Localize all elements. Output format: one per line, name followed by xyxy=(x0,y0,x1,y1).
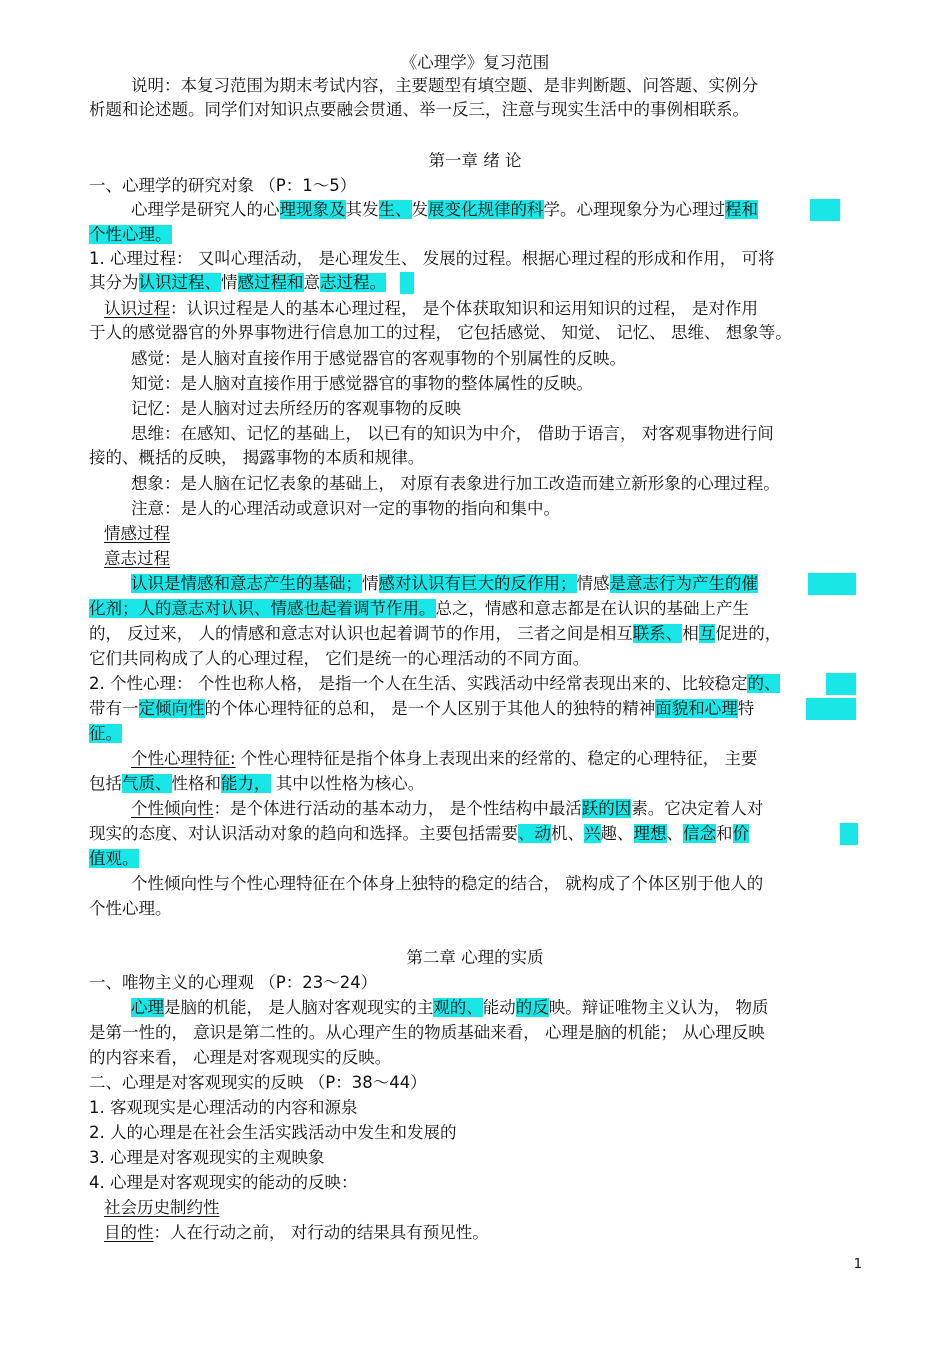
personality-trait-term: 个性心理特征: xyxy=(131,749,236,768)
social-history-term: 社会历史制约性 xyxy=(104,1198,220,1217)
chapter-1-title: 第一章 绪 论 xyxy=(428,151,522,170)
highlight-mark xyxy=(400,272,414,294)
page-number: 1 xyxy=(853,1257,862,1272)
mental-process-line-2: 其分为认识过程、情感过程和意志过程。 xyxy=(89,273,386,292)
reflection-item-1: 1. 客观现实是心理活动的内容和源泉 xyxy=(89,1098,358,1117)
cognitive-process-term: 认识过程 xyxy=(104,299,170,318)
materialist-view-line-2: 是第一性的， 意识是第二性的。从心理产生的物质基础来看， 心理是脑的机能； 从心理反映 xyxy=(89,1023,765,1042)
highlight-mark xyxy=(806,698,856,720)
reflection-item-4: 4. 心理是对客观现实的能动的反映： xyxy=(89,1173,358,1192)
materialist-view-line-3: 的内容来看， 心理是对客观现实的反映。 xyxy=(89,1048,392,1067)
personality-tendency-term: 个性倾向性 xyxy=(131,799,214,818)
memory-definition: 记忆：是人脑对过去所经历的客观事物的反映 xyxy=(131,399,461,418)
will-process-term: 意志过程 xyxy=(104,549,170,568)
purposiveness-line: 目的性：人在行动之前， 对行动的结果具有预见性。 xyxy=(104,1223,489,1242)
personality-trait-line-1: 个性心理特征: 个性心理特征是指个体身上表现出来的经常的、稳定的心理特征， 主要 xyxy=(131,749,758,768)
cognitive-process-line-1: 认识过程：认识过程是人的基本心理过程， 是个体获取知识和运用知识的过程， 是对作用 xyxy=(104,299,758,318)
attention-definition: 注意：是人的心理活动或意识对一定的事物的指向和集中。 xyxy=(131,499,560,518)
intro-line-1: 说明：本复习范围为期末考试内容，主要题型有填空题、是非判断题、问答题、实例分 xyxy=(131,76,758,95)
psychology-definition-line-2: 个性心理。 xyxy=(89,225,172,244)
highlight-mark xyxy=(810,199,840,221)
reflection-item-3: 3. 心理是对客观现实的主观映象 xyxy=(89,1148,325,1167)
thinking-definition-line-1: 思维：在感知、记忆的基础上， 以已有的知识为中介， 借助于语言， 对客观事物进行间 xyxy=(131,424,774,443)
psychology-definition-line-1: 心理学是研究人的心理现象及其发生、发展变化规律的科学。心理现象分为心理过程和 xyxy=(131,200,758,219)
personality-line-3: 征。 xyxy=(89,724,122,743)
personality-tendency-line-3: 值观。 xyxy=(89,849,139,868)
sensation-definition: 感觉：是人脑对直接作用于感觉器官的客观事物的个别属性的反映。 xyxy=(131,349,626,368)
cognitive-process-line-2: 于人的感觉器官的外界事物进行信息加工的过程， 它包括感觉、 知觉、 记忆、 思维、 想象等。 xyxy=(89,323,792,342)
personality-combination-line-1: 个性倾向性与个性心理特征在个体身上独特的稳定的结合， 就构成了个体区别于他人的 xyxy=(131,874,764,893)
reflection-item-2: 2. 人的心理是在社会生活实践活动中发生和发展的 xyxy=(89,1123,457,1142)
process-relationship-line-1: 认识是情感和意志产生的基础；情感对认识有巨大的反作用；情感是意志行为产生的催 xyxy=(131,574,758,593)
thinking-definition-line-2: 接的、概括的反映， 揭露事物的本质和规律。 xyxy=(89,448,425,467)
document-title: 《心理学》复习范围 xyxy=(400,53,550,72)
chapter-2-title: 第二章 心理的实质 xyxy=(406,948,544,967)
mental-process-line-1: 1. 心理过程： 又叫心理活动， 是心理发生、 发展的过程。根据心理过程的形成和作用， 可将 xyxy=(89,249,775,268)
highlight-mark xyxy=(826,673,856,695)
personality-line-1: 2. 个性心理： 个性也称人格， 是指一个人在生活、实践活动中经常表现出来的、比较稳定的、 xyxy=(89,674,781,693)
highlight-mark xyxy=(808,573,856,595)
perception-definition: 知觉：是人脑对直接作用于感觉器官的事物的整体属性的反映。 xyxy=(131,374,593,393)
process-relationship-line-2: 化剂；人的意志对认识、情感也起着调节作用。总之，情感和意志都是在认识的基础上产生 xyxy=(89,599,749,618)
chapter-2-section-1-title: 一、唯物主义的心理观 （P：23～24） xyxy=(89,973,378,992)
process-relationship-line-3: 的， 反过来， 人的情感和意志对认识也起着调节的作用， 三者之间是相互联系、相互促进的， xyxy=(89,624,782,643)
personality-tendency-line-2: 现实的态度、对认识活动对象的趋向和选择。主要包括需要、动机、兴趣、理想、信念和价 xyxy=(89,824,749,843)
highlight-mark xyxy=(840,823,858,845)
personality-trait-line-2: 包括气质、性格和能力， 其中以性格为核心。 xyxy=(89,774,425,793)
materialist-view-line-1: 心理是脑的机能， 是人脑对客观现实的主观的、能动的反映。辩证唯物主义认为， 物质 xyxy=(131,998,769,1017)
personality-line-2: 带有一定倾向性的个体心理特征的总和， 是一个人区别于其他人的独特的精神面貌和心理特 xyxy=(89,699,755,718)
emotion-process-term: 情感过程 xyxy=(104,524,170,543)
personality-combination-line-2: 个性心理。 xyxy=(89,899,172,918)
intro-line-2: 析题和论述题。同学们对知识点要融会贯通、举一反三，注意与现实生活中的事例相联系。 xyxy=(89,100,749,119)
personality-tendency-line-1: 个性倾向性：是个体进行活动的基本动力， 是个性结构中最活跃的因素。它决定着人对 xyxy=(131,799,764,818)
imagination-definition: 想象：是人脑在记忆表象的基础上， 对原有表象进行加工改造而建立新形象的心理过程。 xyxy=(131,474,780,493)
purposiveness-term: 目的性 xyxy=(104,1223,154,1242)
section-1-title: 一、心理学的研究对象 （P：1～5） xyxy=(89,176,357,195)
process-relationship-line-4: 它们共同构成了人的心理过程， 它们是统一的心理活动的不同方面。 xyxy=(89,649,590,668)
chapter-2-section-2-title: 二、心理是对客观现实的反映 （P：38～44） xyxy=(89,1073,427,1092)
